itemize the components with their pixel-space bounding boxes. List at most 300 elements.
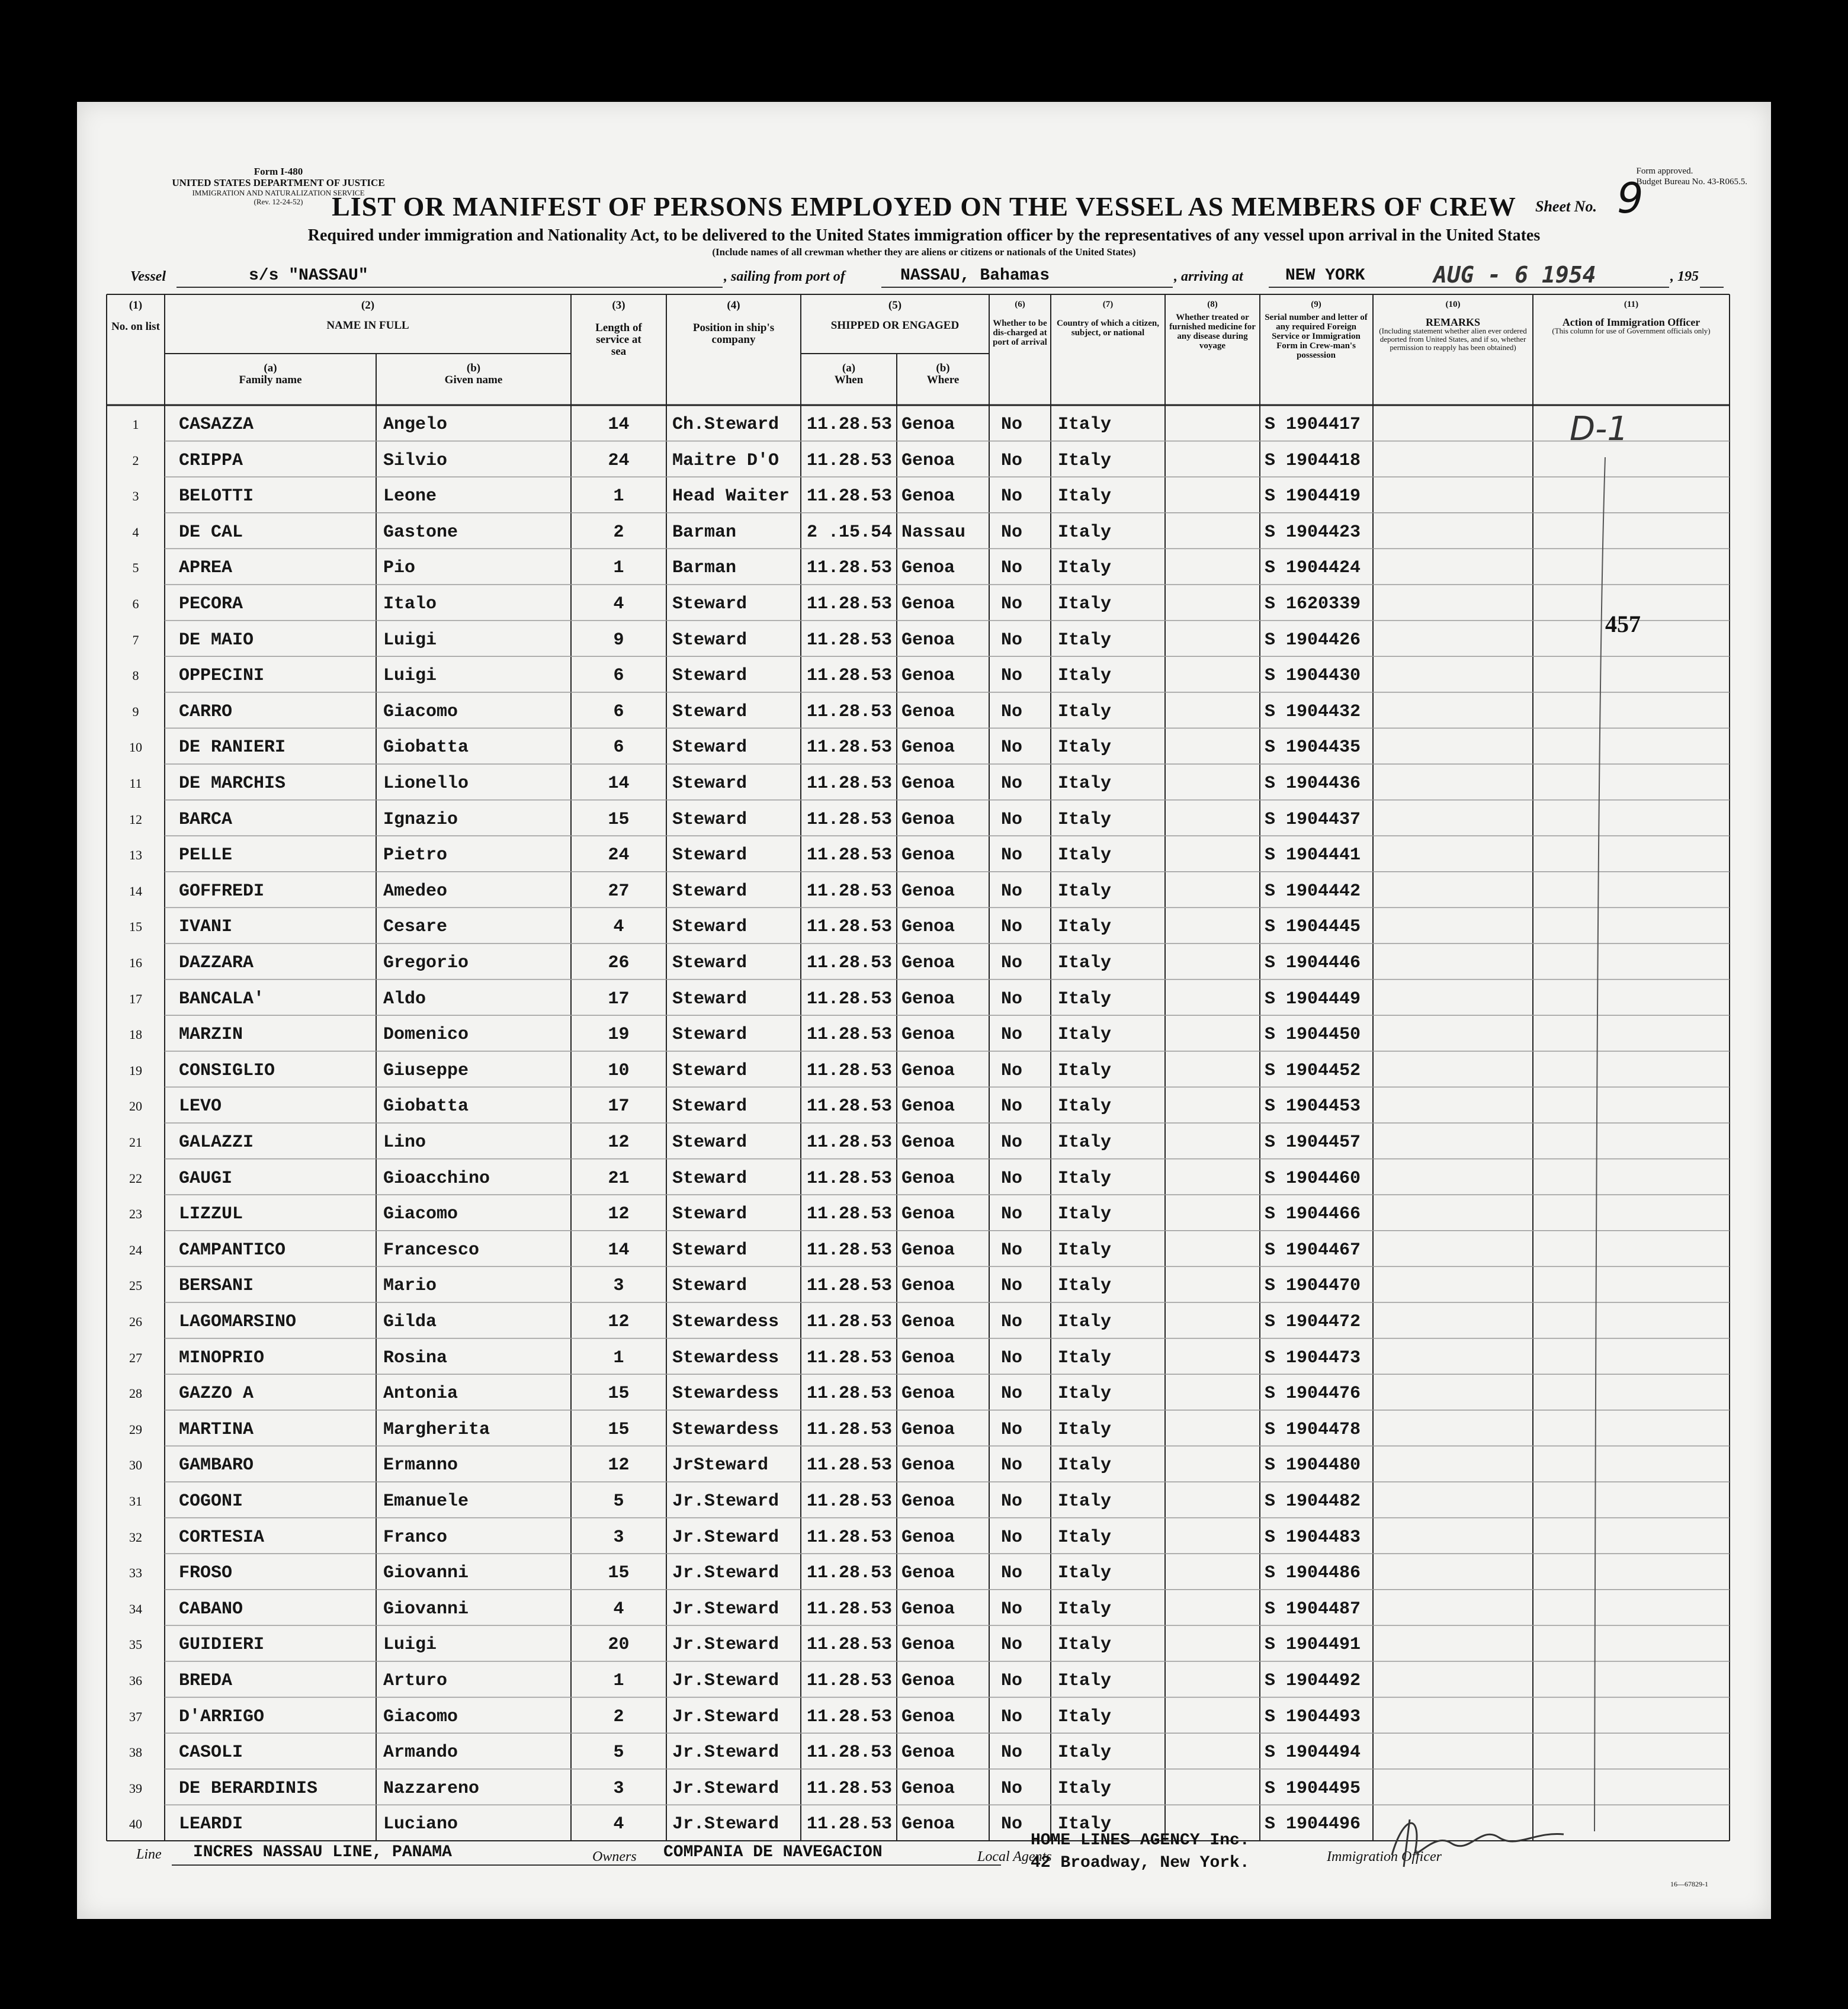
cell-country: Italy xyxy=(1058,1635,1112,1655)
cell-serial: S 1904436 xyxy=(1265,774,1361,794)
row-number: 37 xyxy=(129,1709,142,1724)
row-number: 39 xyxy=(129,1780,142,1796)
col7-header: (7) Country of which a citizen, subject, or national xyxy=(1057,300,1159,338)
cell-country: Italy xyxy=(1058,415,1112,435)
cell-discharged: No xyxy=(1001,1060,1023,1081)
cell-position: Jr.Steward xyxy=(672,1491,779,1511)
cell-service: 1 xyxy=(613,1347,624,1368)
cell-country: Italy xyxy=(1058,1455,1112,1476)
cell-service: 20 xyxy=(608,1635,630,1655)
cell-given: Armando xyxy=(383,1742,458,1763)
cell-position: Jr.Steward xyxy=(672,1635,779,1655)
cell-when: 11.28.53 xyxy=(807,1240,893,1260)
cell-when: 11.28.53 xyxy=(807,1599,893,1619)
cell-family: OPPECINI xyxy=(179,666,265,686)
col5b-header: (b) Where xyxy=(926,362,960,386)
cell-serial: S 1904460 xyxy=(1265,1168,1361,1189)
cell-service: 10 xyxy=(608,1060,630,1081)
cell-service: 15 xyxy=(608,809,630,830)
row-number: 36 xyxy=(129,1673,142,1688)
cell-serial: S 1904432 xyxy=(1265,701,1361,722)
cell-where: Genoa xyxy=(901,450,955,471)
cell-serial: S 1904473 xyxy=(1265,1347,1361,1368)
cell-service: 9 xyxy=(613,630,624,650)
revision-date: (Rev. 12-24-52) xyxy=(254,197,303,206)
cell-family: APREA xyxy=(179,558,233,579)
cell-family: PECORA xyxy=(179,594,243,614)
row-number: 5 xyxy=(132,560,139,576)
cell-serial: S 1904457 xyxy=(1265,1132,1361,1153)
cell-when: 11.28.53 xyxy=(807,1814,893,1835)
cell-where: Genoa xyxy=(901,989,955,1009)
cell-serial: S 1904417 xyxy=(1265,415,1361,435)
cell-family: BELOTTI xyxy=(179,486,254,507)
cell-service: 14 xyxy=(608,415,630,435)
cell-service: 15 xyxy=(608,1384,630,1404)
cell-discharged: No xyxy=(1001,1025,1023,1045)
cell-family: CASOLI xyxy=(179,1742,243,1763)
cell-family: GAMBARO xyxy=(179,1455,254,1476)
cell-where: Genoa xyxy=(901,845,955,866)
cell-country: Italy xyxy=(1058,1204,1112,1225)
cell-position: Jr.Steward xyxy=(672,1671,779,1691)
cell-when: 11.28.53 xyxy=(807,953,893,973)
cell-discharged: No xyxy=(1001,1347,1023,1368)
cell-where: Genoa xyxy=(901,1635,955,1655)
cell-service: 3 xyxy=(613,1276,624,1296)
cell-serial: S 1904450 xyxy=(1265,1025,1361,1045)
cell-country: Italy xyxy=(1058,1096,1112,1117)
row-number: 20 xyxy=(129,1099,142,1114)
row-number: 18 xyxy=(129,1027,142,1042)
cell-when: 11.28.53 xyxy=(807,1168,893,1189)
cell-serial: S 1904442 xyxy=(1265,881,1361,901)
cell-service: 12 xyxy=(608,1204,630,1225)
cell-service: 3 xyxy=(613,1527,624,1548)
cell-where: Genoa xyxy=(901,1347,955,1368)
approval-note: Form approved. xyxy=(1636,166,1693,176)
cell-country: Italy xyxy=(1058,1276,1112,1296)
cell-where: Genoa xyxy=(901,1060,955,1081)
cell-family: DE MARCHIS xyxy=(179,774,286,794)
cell-service: 26 xyxy=(608,953,630,973)
cell-discharged: No xyxy=(1001,558,1023,579)
cell-service: 1 xyxy=(613,1671,624,1691)
cell-where: Genoa xyxy=(901,1778,955,1799)
cell-when: 11.28.53 xyxy=(807,774,893,794)
col10-header: (10) REMARKS (Including statement whether alien ever ordered deported from United States, and if so, whether permission to reapply has been obtained) xyxy=(1379,300,1527,352)
cell-discharged: No xyxy=(1001,1635,1023,1655)
page-subnote: (Include names of all crewman whether they are aliens or citizens or nationals of the United States) xyxy=(712,246,1136,258)
cell-position: Steward xyxy=(672,737,747,758)
cell-discharged: No xyxy=(1001,522,1023,543)
cell-position: Steward xyxy=(672,1204,747,1225)
cell-given: Ignazio xyxy=(383,809,458,830)
cell-where: Genoa xyxy=(901,1455,955,1476)
cell-country: Italy xyxy=(1058,558,1112,579)
cell-discharged: No xyxy=(1001,1563,1023,1584)
sailing-label: , sailing from port of xyxy=(724,269,845,284)
cell-where: Genoa xyxy=(901,1096,955,1117)
cell-country: Italy xyxy=(1058,486,1112,507)
cell-position: Ch.Steward xyxy=(672,415,779,435)
row-number: 26 xyxy=(129,1314,142,1329)
cell-given: Luigi xyxy=(383,630,437,650)
row-number: 9 xyxy=(132,704,139,719)
cell-discharged: No xyxy=(1001,701,1023,722)
cell-where: Genoa xyxy=(901,666,955,686)
cell-given: Pietro xyxy=(383,845,448,866)
cell-given: Angelo xyxy=(383,415,448,435)
cell-discharged: No xyxy=(1001,1384,1023,1404)
cell-service: 19 xyxy=(608,1025,630,1045)
cell-family: DE CAL xyxy=(179,522,243,543)
cell-given: Domenico xyxy=(383,1025,469,1045)
cell-position: Steward xyxy=(672,1060,747,1081)
cell-given: Italo xyxy=(383,594,437,614)
cell-discharged: No xyxy=(1001,1599,1023,1619)
cell-country: Italy xyxy=(1058,1132,1112,1153)
cell-country: Italy xyxy=(1058,845,1112,866)
cell-when: 11.28.53 xyxy=(807,415,893,435)
cell-given: Gregorio xyxy=(383,953,469,973)
cell-when: 11.28.53 xyxy=(807,1527,893,1548)
cell-family: CAMPANTICO xyxy=(179,1240,286,1260)
cell-when: 11.28.53 xyxy=(807,1276,893,1296)
cell-position: Steward xyxy=(672,845,747,866)
cell-service: 5 xyxy=(613,1491,624,1511)
row-number: 17 xyxy=(129,991,142,1006)
cell-serial: S 1904492 xyxy=(1265,1671,1361,1691)
cell-where: Genoa xyxy=(901,809,955,830)
cell-serial: S 1904495 xyxy=(1265,1778,1361,1799)
cell-position: Steward xyxy=(672,1096,747,1117)
cell-position: Steward xyxy=(672,953,747,973)
cell-country: Italy xyxy=(1058,1814,1112,1835)
cell-service: 12 xyxy=(608,1312,630,1332)
arrival-port: NEW YORK xyxy=(1285,267,1365,285)
cell-given: Pio xyxy=(383,558,416,579)
cell-where: Genoa xyxy=(901,1132,955,1153)
cell-country: Italy xyxy=(1058,1312,1112,1332)
cell-discharged: No xyxy=(1001,630,1023,650)
cell-serial: S 1904467 xyxy=(1265,1240,1361,1260)
cell-serial: S 1904478 xyxy=(1265,1419,1361,1440)
row-number: 22 xyxy=(129,1170,142,1186)
cell-when: 11.28.53 xyxy=(807,881,893,901)
page-title: LIST OR MANIFEST OF PERSONS EMPLOYED ON THE VESSEL AS MEMBERS OF CREW xyxy=(332,191,1516,222)
cell-serial: S 1904486 xyxy=(1265,1563,1361,1584)
officer-label: Immigration Officer xyxy=(1327,1849,1442,1864)
cell-service: 17 xyxy=(608,989,630,1009)
owners-name: COMPANIA DE NAVEGACION xyxy=(663,1843,883,1862)
cell-position: Steward xyxy=(672,774,747,794)
sheet-number: 9 xyxy=(1617,174,1644,223)
row-number: 3 xyxy=(132,489,139,504)
row-number: 1 xyxy=(132,417,139,432)
cell-discharged: No xyxy=(1001,486,1023,507)
cell-where: Genoa xyxy=(901,774,955,794)
cell-serial: S 1904466 xyxy=(1265,1204,1361,1225)
cell-family: CABANO xyxy=(179,1599,243,1619)
cell-position: Stewardess xyxy=(672,1419,779,1440)
cell-where: Genoa xyxy=(901,1491,955,1511)
cell-when: 11.28.53 xyxy=(807,1563,893,1584)
cell-where: Nassau xyxy=(901,522,966,543)
cell-serial: S 1904446 xyxy=(1265,953,1361,973)
cell-given: Gilda xyxy=(383,1312,437,1332)
form-number: Form I-480 xyxy=(254,166,303,177)
cell-country: Italy xyxy=(1058,1599,1112,1619)
cell-where: Genoa xyxy=(901,486,955,507)
row-number: 14 xyxy=(129,883,142,898)
departure-port: NASSAU, Bahamas xyxy=(900,267,1050,285)
cell-given: Mario xyxy=(383,1276,437,1296)
cell-family: GOFFREDI xyxy=(179,881,265,901)
row-number: 8 xyxy=(132,668,139,683)
handwritten-line xyxy=(1581,457,1617,1837)
cell-given: Antonia xyxy=(383,1384,458,1404)
cell-position: Jr.Steward xyxy=(672,1527,779,1548)
cell-discharged: No xyxy=(1001,415,1023,435)
cell-family: LEVO xyxy=(179,1096,222,1117)
cell-family: FROSO xyxy=(179,1563,233,1584)
cell-where: Genoa xyxy=(901,1025,955,1045)
cell-family: CASAZZA xyxy=(179,415,254,435)
cell-given: Aldo xyxy=(383,989,426,1009)
cell-discharged: No xyxy=(1001,450,1023,471)
cell-country: Italy xyxy=(1058,1419,1112,1440)
row-number: 25 xyxy=(129,1278,142,1294)
cell-country: Italy xyxy=(1058,1742,1112,1763)
row-number: 11 xyxy=(129,776,142,791)
cell-service: 14 xyxy=(608,774,630,794)
cell-service: 4 xyxy=(613,1599,624,1619)
row-number: 30 xyxy=(129,1458,142,1473)
cell-when: 11.28.53 xyxy=(807,1204,893,1225)
cell-service: 6 xyxy=(613,666,624,686)
cell-discharged: No xyxy=(1001,594,1023,614)
cell-discharged: No xyxy=(1001,1132,1023,1153)
cell-service: 1 xyxy=(613,486,624,507)
cell-service: 4 xyxy=(613,594,624,614)
row-number: 10 xyxy=(129,740,142,755)
cell-when: 11.28.53 xyxy=(807,1347,893,1368)
cell-where: Genoa xyxy=(901,415,955,435)
cell-given: Emanuele xyxy=(383,1491,469,1511)
cell-family: IVANI xyxy=(179,917,233,938)
cell-service: 12 xyxy=(608,1132,630,1153)
cell-position: Barman xyxy=(672,522,737,543)
col3-header: (3) Length of service at sea xyxy=(595,299,642,358)
cell-service: 2 xyxy=(613,1706,624,1727)
cell-given: Giovanni xyxy=(383,1599,469,1619)
owners-label: Owners xyxy=(592,1849,637,1864)
cell-position: Steward xyxy=(672,666,747,686)
cell-position: Jr.Steward xyxy=(672,1599,779,1619)
cell-family: PELLE xyxy=(179,845,233,866)
col11-header: (11) Action of Immigration Officer (This column for use of Government officials only) xyxy=(1552,300,1711,335)
cell-country: Italy xyxy=(1058,630,1112,650)
cell-discharged: No xyxy=(1001,1312,1023,1332)
row-number: 31 xyxy=(129,1494,142,1509)
row-number: 4 xyxy=(132,524,139,540)
cell-serial: S 1904476 xyxy=(1265,1384,1361,1404)
cell-country: Italy xyxy=(1058,701,1112,722)
cell-service: 6 xyxy=(613,701,624,722)
cell-discharged: No xyxy=(1001,809,1023,830)
handwritten-code: D-1 xyxy=(1570,410,1628,448)
cell-when: 11.28.53 xyxy=(807,989,893,1009)
cell-position: JrSteward xyxy=(672,1455,769,1476)
cell-discharged: No xyxy=(1001,845,1023,866)
cell-discharged: No xyxy=(1001,989,1023,1009)
cell-country: Italy xyxy=(1058,989,1112,1009)
cell-when: 11.28.53 xyxy=(807,630,893,650)
cell-given: Giobatta xyxy=(383,737,469,758)
col8-header: (8) Whether treated or furnished medicine for any disease during voyage xyxy=(1169,300,1256,351)
cell-given: Giobatta xyxy=(383,1096,469,1117)
cell-given: Giacomo xyxy=(383,701,458,722)
cell-given: Luciano xyxy=(383,1814,458,1835)
cell-serial: S 1904449 xyxy=(1265,989,1361,1009)
cell-serial: S 1904496 xyxy=(1265,1814,1361,1835)
cell-serial: S 1904445 xyxy=(1265,917,1361,938)
cell-serial: S 1904419 xyxy=(1265,486,1361,507)
cell-given: Gioacchino xyxy=(383,1168,490,1189)
cell-when: 11.28.53 xyxy=(807,1419,893,1440)
cell-given: Silvio xyxy=(383,450,448,471)
cell-family: MINOPRIO xyxy=(179,1347,265,1368)
arrival-date-stamp: AUG - 6 1954 xyxy=(1433,262,1596,288)
cell-when: 11.28.53 xyxy=(807,917,893,938)
cell-when: 2 .15.54 xyxy=(807,522,893,543)
cell-position: Steward xyxy=(672,1276,747,1296)
cell-given: Luigi xyxy=(383,1635,437,1655)
print-code: 16—67829-1 xyxy=(1670,1880,1708,1888)
cell-where: Genoa xyxy=(901,1312,955,1332)
line-label: Line xyxy=(136,1847,162,1862)
cell-service: 27 xyxy=(608,881,630,901)
department-name: UNITED STATES DEPARTMENT OF JUSTICE xyxy=(172,177,385,188)
line-name: INCRES NASSAU LINE, PANAMA xyxy=(193,1843,452,1862)
cell-discharged: No xyxy=(1001,1814,1023,1835)
cell-where: Genoa xyxy=(901,1814,955,1835)
cell-country: Italy xyxy=(1058,1347,1112,1368)
cell-country: Italy xyxy=(1058,917,1112,938)
row-number: 7 xyxy=(132,632,139,647)
cell-where: Genoa xyxy=(901,1168,955,1189)
cell-serial: S 1904437 xyxy=(1265,809,1361,830)
vessel-label: Vessel xyxy=(130,269,166,284)
cell-position: Maitre D'O xyxy=(672,450,779,471)
cell-discharged: No xyxy=(1001,1491,1023,1511)
cell-serial: S 1904430 xyxy=(1265,666,1361,686)
cell-serial: S 1904453 xyxy=(1265,1096,1361,1117)
row-number: 38 xyxy=(129,1745,142,1760)
col5-header: (5) SHIPPED OR ENGAGED xyxy=(830,299,960,332)
cell-country: Italy xyxy=(1058,737,1112,758)
cell-position: Jr.Steward xyxy=(672,1814,779,1835)
cell-when: 11.28.53 xyxy=(807,701,893,722)
cell-country: Italy xyxy=(1058,774,1112,794)
cell-when: 11.28.53 xyxy=(807,809,893,830)
row-number: 33 xyxy=(129,1565,142,1581)
cell-serial: S 1904472 xyxy=(1265,1312,1361,1332)
cell-given: Ermanno xyxy=(383,1455,458,1476)
cell-position: Steward xyxy=(672,630,747,650)
cell-given: Leone xyxy=(383,486,437,507)
cell-discharged: No xyxy=(1001,1276,1023,1296)
row-number: 32 xyxy=(129,1529,142,1545)
cell-country: Italy xyxy=(1058,1168,1112,1189)
cell-when: 11.28.53 xyxy=(807,1060,893,1081)
cell-when: 11.28.53 xyxy=(807,1671,893,1691)
cell-given: Lionello xyxy=(383,774,469,794)
cell-serial: S 1904493 xyxy=(1265,1706,1361,1727)
cell-given: Arturo xyxy=(383,1671,448,1691)
cell-family: CONSIGLIO xyxy=(179,1060,275,1081)
cell-serial: S 1904426 xyxy=(1265,630,1361,650)
cell-position: Stewardess xyxy=(672,1312,779,1332)
cell-where: Genoa xyxy=(901,1276,955,1296)
service-name: IMMIGRATION AND NATURALIZATION SERVICE xyxy=(192,188,365,197)
cell-position: Barman xyxy=(672,558,737,579)
cell-family: BARCA xyxy=(179,809,233,830)
cell-country: Italy xyxy=(1058,881,1112,901)
cell-position: Steward xyxy=(672,594,747,614)
cell-when: 11.28.53 xyxy=(807,1491,893,1511)
row-number: 27 xyxy=(129,1350,142,1365)
cell-position: Steward xyxy=(672,881,747,901)
cell-when: 11.28.53 xyxy=(807,737,893,758)
cell-given: Luigi xyxy=(383,666,437,686)
arriving-label: , arriving at xyxy=(1174,269,1243,284)
cell-service: 6 xyxy=(613,737,624,758)
cell-discharged: No xyxy=(1001,881,1023,901)
cell-discharged: No xyxy=(1001,1204,1023,1225)
cell-family: GUIDIERI xyxy=(179,1635,265,1655)
cell-where: Genoa xyxy=(901,594,955,614)
cell-family: GAZZO A xyxy=(179,1384,254,1404)
cell-where: Genoa xyxy=(901,953,955,973)
cell-country: Italy xyxy=(1058,1706,1112,1727)
cell-when: 11.28.53 xyxy=(807,1025,893,1045)
cell-when: 11.28.53 xyxy=(807,666,893,686)
cell-service: 1 xyxy=(613,558,624,579)
agents-address: 42 Broadway, New York. xyxy=(1031,1854,1250,1872)
cell-where: Genoa xyxy=(901,1599,955,1619)
cell-country: Italy xyxy=(1058,809,1112,830)
col6-header: (6) Whether to be dis-charged at port of arrival xyxy=(993,300,1047,347)
col2a-header: (a) Family name xyxy=(239,362,302,386)
row-number: 19 xyxy=(129,1063,142,1078)
row-number: 23 xyxy=(129,1206,142,1222)
cell-serial: S 1904424 xyxy=(1265,558,1361,579)
cell-serial: S 1904423 xyxy=(1265,522,1361,543)
cell-when: 11.28.53 xyxy=(807,486,893,507)
cell-where: Genoa xyxy=(901,737,955,758)
vessel-name: s/s "NASSAU" xyxy=(249,267,368,285)
sheet-label: Sheet No. xyxy=(1535,198,1597,215)
cell-serial: S 1904418 xyxy=(1265,450,1361,471)
cell-discharged: No xyxy=(1001,1419,1023,1440)
cell-given: Giuseppe xyxy=(383,1060,469,1081)
cell-when: 11.28.53 xyxy=(807,1384,893,1404)
row-number: 13 xyxy=(129,848,142,863)
cell-family: GALAZZI xyxy=(179,1132,254,1153)
cell-family: CARRO xyxy=(179,701,233,722)
